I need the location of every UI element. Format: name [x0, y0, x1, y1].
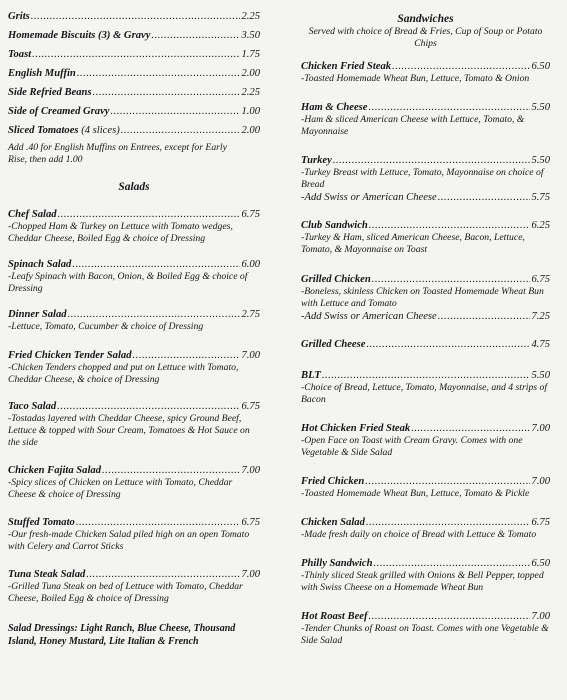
item-description: -Thinly sliced Steak grilled with Onions & Bell Pepper, topped with Swiss Cheese on a Homemade Wheat Bun [301, 570, 544, 593]
item-description: -Tostadas layered with Cheddar Cheese, spicy Ground Beef, Lettuce & topped with Sour Cream, Tomatoes & Hot Sauce on the side [8, 413, 250, 448]
item-name: Turkey [301, 155, 332, 166]
item-price: 2.75 [241, 309, 260, 320]
leader-dots [438, 191, 531, 204]
item-name: Tuna Steak Salad [8, 569, 86, 580]
item-description: -Boneless, skinless Chicken on Toasted Homemade Wheat Bun with Lettuce and Tomato [301, 286, 544, 309]
item-price: 2.25 [241, 87, 260, 98]
item-price: 6.75 [241, 401, 260, 412]
item-description: -Spicy slices of Chicken on Lettuce with Tomato, Cheddar Cheese & choice of Dressing [8, 477, 233, 500]
salad-header [8, 258, 260, 271]
leader-dots [93, 86, 241, 99]
leader-dots [322, 369, 531, 382]
leader-dots [369, 101, 531, 114]
sides-list [8, 10, 260, 166]
salad-header [8, 308, 260, 321]
menu-item-biscuits-gravy [8, 29, 260, 42]
item-description: -Toasted Homemade Wheat Bun, Lettuce, Tomato & Onion [301, 73, 530, 84]
leader-dots [411, 422, 530, 435]
leader-dots [58, 208, 241, 221]
item-price: 5.50 [531, 102, 550, 113]
item-description: -Lettuce, Tomato, Cucumber & choice of Dressing [8, 321, 204, 332]
item-price: 6.75 [241, 517, 260, 528]
leader-dots [369, 219, 531, 232]
item-name: Fried Chicken [301, 476, 365, 487]
item-price: 7.00 [531, 611, 550, 622]
leader-dots [151, 29, 240, 42]
item-name: Chicken Fried Steak [301, 61, 392, 72]
sandwich-header [301, 60, 550, 73]
sandwich-item [301, 610, 550, 647]
menu-item-refried-beans [8, 86, 260, 99]
item-name: Grits [8, 11, 30, 22]
sandwich-header [301, 557, 550, 570]
sandwiches-heading: Sandwiches [397, 13, 454, 25]
leader-dots [68, 308, 241, 321]
sandwich-header [301, 422, 550, 435]
leader-dots [31, 10, 241, 23]
item-description: -Turkey Breast with Lettuce, Tomato, Mayonnaise on choice of Bread [301, 167, 544, 190]
sandwiches-list [301, 60, 550, 647]
item-description: -Made fresh daily on choice of Bread with Lettuce & Tomato [301, 529, 537, 540]
item-price: 2.00 [241, 68, 260, 79]
english-muffin-note: Add .40 for English Muffins on Entrees, except for Early Rise, then add 1.00 [8, 142, 227, 165]
item-price: 7.00 [531, 476, 550, 487]
sandwich-header [301, 610, 550, 623]
item-description: -Grilled Tuna Steak on bed of Lettuce with Tomato, Cheddar Cheese, Boiled Egg & choice of Dressing [8, 581, 243, 604]
salads-list [8, 208, 260, 605]
item-name: Hot Roast Beef [301, 611, 368, 622]
item-name: English Muffin [8, 68, 76, 79]
leader-dots [32, 48, 240, 61]
item-price: 6.50 [531, 61, 550, 72]
leader-dots [438, 310, 531, 323]
salad-header [8, 568, 260, 581]
menu-item-sliced-tomatoes [8, 124, 260, 137]
item-name: Toast [8, 49, 32, 60]
addon-line [301, 191, 550, 204]
menu-item-grits [8, 10, 260, 23]
item-name: Grilled Chicken [301, 274, 371, 285]
sandwich-item [301, 338, 550, 351]
leader-dots [366, 516, 531, 529]
leader-dots [133, 349, 241, 362]
addon-text: -Add Swiss or American Cheese [301, 192, 437, 203]
sandwich-header [301, 338, 550, 351]
item-name: Chicken Salad [301, 517, 365, 528]
salad-item [8, 208, 260, 245]
item-price: 7.00 [241, 350, 260, 361]
leader-dots [57, 400, 240, 413]
leader-dots [365, 475, 530, 488]
item-price: 7.00 [241, 465, 260, 476]
item-name: Homemade Biscuits (3) & Gravy [8, 30, 151, 41]
sandwich-header [301, 369, 550, 382]
leader-dots [392, 60, 530, 73]
left-column [8, 0, 260, 648]
item-name: Stuffed Tomato [8, 517, 75, 528]
item-price: 4.75 [531, 339, 550, 350]
salad-item [8, 349, 260, 386]
item-price: 6.25 [531, 220, 550, 231]
item-price: 6.75 [531, 517, 550, 528]
salad-item [8, 400, 260, 449]
leader-dots [86, 568, 240, 581]
addon-price: 5.75 [531, 192, 550, 203]
item-price: 6.50 [531, 558, 550, 569]
leader-dots [372, 273, 531, 286]
item-description: -Tender Chunks of Roast on Toast. Comes with one Vegetable & Side Salad [301, 623, 549, 646]
sandwich-item [301, 219, 550, 256]
item-description: -Leafy Spinach with Bacon, Onion, & Boiled Egg & choice of Dressing [8, 271, 248, 294]
item-price: 1.75 [241, 49, 260, 60]
item-price: 2.25 [241, 11, 260, 22]
salad-item [8, 516, 260, 553]
item-description: -Chopped Ham & Turkey on Lettuce with Tomato wedges, Cheddar Cheese, Boiled Egg & choice of Dressing [8, 221, 233, 244]
item-name: BLT [301, 370, 321, 381]
item-name: Taco Salad [8, 401, 57, 412]
item-description: -Open Face on Toast with Cream Gravy. Comes with one Vegetable & Side Salad [301, 435, 523, 458]
item-price: 6.75 [241, 209, 260, 220]
sandwich-header [301, 219, 550, 232]
item-name: Side of Creamed Gravy [8, 106, 110, 117]
salad-item [8, 464, 260, 501]
item-name: Chef Salad [8, 209, 57, 220]
item-price: 6.00 [241, 259, 260, 270]
salads-heading: Salads [118, 181, 150, 193]
sandwich-item [301, 101, 550, 138]
sandwich-item [301, 475, 550, 500]
item-name: Chicken Fajita Salad [8, 465, 102, 476]
menu-item-toast [8, 48, 260, 61]
leader-dots [77, 67, 241, 80]
item-price: 1.00 [241, 106, 260, 117]
salad-header [8, 349, 260, 362]
item-name: Sliced Tomatoes (4 slices) [8, 125, 120, 136]
salad-header [8, 400, 260, 413]
item-description: -Toasted Homemade Wheat Bun, Lettuce, Tomato & Pickle [301, 488, 530, 499]
item-name: Grilled Cheese [301, 339, 366, 350]
item-price: 7.00 [531, 423, 550, 434]
sandwich-item [301, 154, 550, 204]
salad-header [8, 208, 260, 221]
salad-item [8, 308, 260, 333]
item-name: Dinner Salad [8, 309, 67, 320]
item-price: 7.00 [241, 569, 260, 580]
item-description: -Our fresh-made Chicken Salad piled high on an open Tomato with Celery and Carrot Sticks [8, 529, 250, 552]
sandwich-header [301, 475, 550, 488]
sandwich-item [301, 273, 550, 323]
leader-dots [111, 105, 241, 118]
item-description: -Ham & sliced American Cheese with Lettuce, Tomato, & Mayonnaise [301, 114, 525, 137]
item-qualifier: (4 slices) [81, 125, 120, 136]
addon-price: 7.25 [531, 311, 550, 322]
leader-dots [369, 610, 531, 623]
item-price: 6.75 [531, 274, 550, 285]
leader-dots [366, 338, 530, 351]
item-name: Hot Chicken Fried Steak [301, 423, 411, 434]
sandwich-header [301, 101, 550, 114]
sandwich-item [301, 516, 550, 541]
sandwich-item [301, 557, 550, 594]
salad-dressings: Salad Dressings: Light Ranch, Blue Cheese, Thousand Island, Honey Mustard, Lite Italian & French [8, 623, 236, 647]
item-price: 5.50 [531, 155, 550, 166]
addon-text: -Add Swiss or American Cheese [301, 311, 437, 322]
item-name: Spinach Salad [8, 259, 72, 270]
sandwich-item [301, 60, 550, 85]
sandwich-item [301, 369, 550, 406]
item-name: Ham & Cheese [301, 102, 368, 113]
menu-item-english-muffin [8, 67, 260, 80]
salad-header [8, 516, 260, 529]
salad-header [8, 464, 260, 477]
sandwich-header [301, 516, 550, 529]
addon-line [301, 310, 550, 323]
leader-dots [333, 154, 531, 167]
item-description: -Chicken Tenders chopped and put on Lettuce with Tomato, Cheddar Cheese, & choice of Dressing [8, 362, 239, 385]
sandwich-item [301, 422, 550, 459]
item-description: -Choice of Bread, Lettuce, Tomato, Mayonnaise, and 4 strips of Bacon [301, 382, 548, 405]
sandwich-header [301, 154, 550, 167]
salad-item [8, 568, 260, 605]
item-name: Side Refried Beans [8, 87, 92, 98]
item-name: Club Sandwich [301, 220, 368, 231]
leader-dots [102, 464, 240, 477]
sandwiches-subheading: Served with choice of Bread & Fries, Cup of Soup or Potato Chips [308, 26, 543, 49]
right-column [301, 0, 550, 647]
item-price: 5.50 [531, 370, 550, 381]
leader-dots [121, 124, 241, 137]
item-price: 3.50 [241, 30, 260, 41]
item-description: -Turkey & Ham, sliced American Cheese, Bacon, Lettuce, Tomato, & Mayonnaise on Toast [301, 232, 525, 255]
salad-item [8, 258, 260, 295]
sandwich-header [301, 273, 550, 286]
leader-dots [76, 516, 241, 529]
item-name: Fried Chicken Tender Salad [8, 350, 132, 361]
menu-item-creamed-gravy [8, 105, 260, 118]
leader-dots [72, 258, 240, 271]
item-price: 2.00 [241, 125, 260, 136]
item-name: Philly Sandwich [301, 558, 373, 569]
leader-dots [374, 557, 531, 570]
